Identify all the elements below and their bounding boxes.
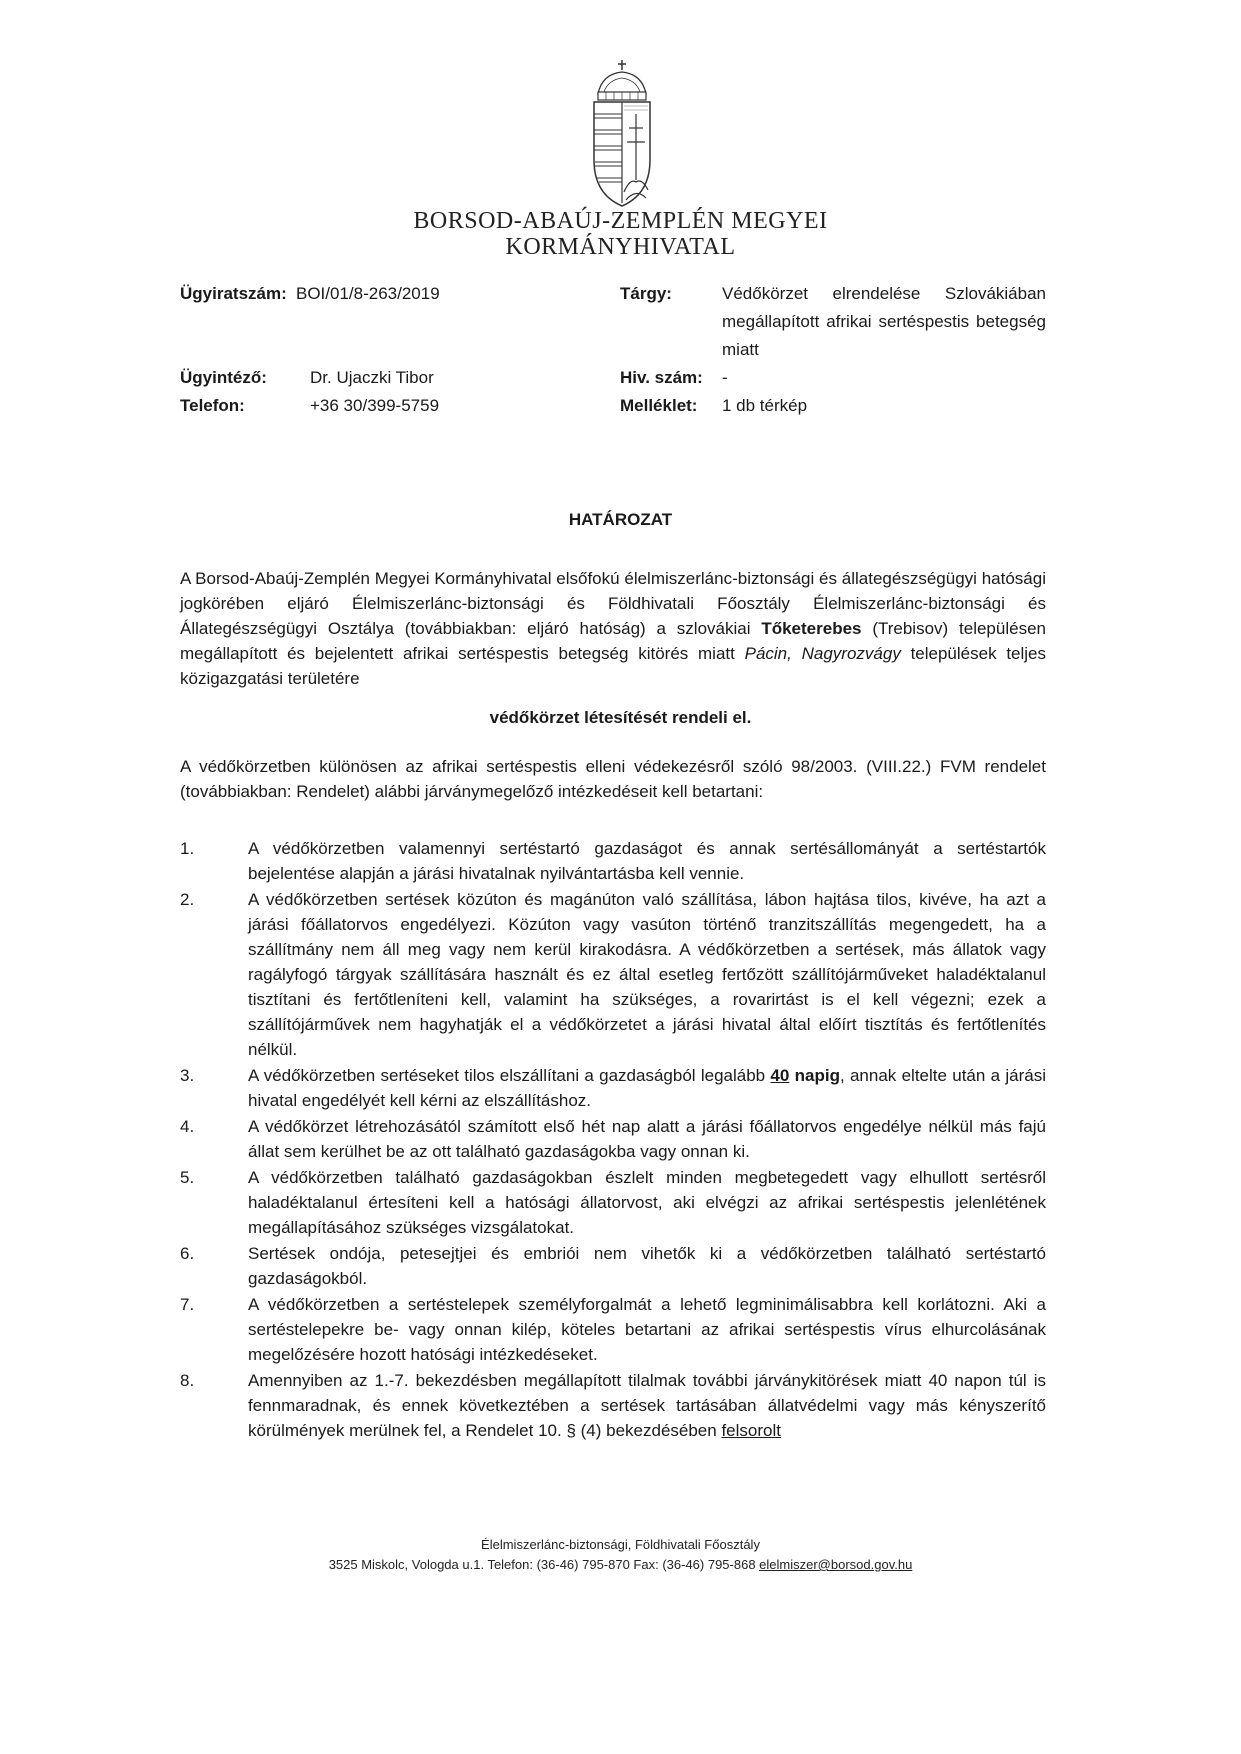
coat-of-arms-icon — [584, 60, 660, 210]
phone-label: Telefon: — [180, 396, 245, 415]
list-item-text: A védőkörzetben található gazdaságokban észlelt minden megbetegedett vagy elhullott sertésről haladéktalanul értesíteni kell a hatósági állatorvost, aki elvégzi az afrikai sertéspestis jelenlétének megállapításához szükséges vizsgálatokat. — [248, 1168, 1046, 1237]
organization-name-line2: KORMÁNYHIVATAL — [505, 234, 736, 260]
list-item — [180, 1114, 1046, 1164]
list-item-text — [248, 1368, 1046, 1443]
case-number-value: BOI/01/8-263/2019 — [296, 284, 440, 303]
intro-text-part2: (Trebisov) településen megállapított és bejelentett afrikai sertéspestis betegség kitörés miatt — [180, 619, 1046, 663]
list-item — [180, 1368, 1046, 1443]
officer-label: Ügyintéző: — [180, 368, 267, 387]
list-item — [180, 1063, 1046, 1113]
reference-number-label: Hiv. szám: — [620, 368, 703, 387]
measures-intro-paragraph: A védőkörzetben különösen az afrikai sertéspestis elleni védekezésről szóló 98/2003. (VIII.22.) FVM rendelet (továbbiakban: Rendelet) alábbi járványmegelőző intézkedéseit kell betartani: — [180, 757, 1046, 801]
attachment-value: 1 db térkép — [722, 396, 808, 415]
list-item — [180, 1292, 1046, 1367]
list-item-number: 5. — [180, 1168, 195, 1187]
list-item-number: 3. — [180, 1066, 195, 1085]
list-item-text-before: Amennyiben az 1.-7. bekezdésben megállapított tilalmak további járványkitörések miatt 40 napon túl is fennmaradnak, és ennek következtében a sertések tartásában állatvédelmi vagy más kényszerítő körülmények merülnek fel, a Rendelet 10. § (4) bekezdésében — [248, 1371, 1046, 1440]
list-item-text: Sertések ondója, petesejtjei és embriói nem vihetők ki a védőkörzetben található sertéstartó gazdaságokból. — [248, 1244, 1046, 1288]
measures-list — [180, 836, 1046, 1444]
town-name-bold: Tőketerebes — [761, 619, 862, 638]
intro-text-part1: A Borsod-Abaúj-Zemplén Megyei Kormányhivatal elsőfokú élelmiszerlánc-biztonsági és állategészségügyi hatósági jogkörében eljáró Élelmiszerlánc-biztonsági és Földhivatali Főosztály Élelmiszerlánc-biztonsági és Állategészségügyi Osztálya (továbbiakban: eljáró hatóság) a szlovákiai — [180, 569, 1046, 638]
attachment-label: Melléklet: — [620, 396, 698, 415]
officer-value: Dr. Ujaczki Tibor — [310, 368, 434, 387]
list-item — [180, 1165, 1046, 1240]
list-item-number: 6. — [180, 1244, 195, 1263]
intro-text-part3: települések teljes közigazgatási területére — [180, 644, 1047, 688]
list-item-text: A védőkörzetben valamennyi sertéstartó gazdaságot és annak sertésállományát a sertéstartók bejelentése alapján a járási hivatalnak nyilvántartásba kell vennie. — [248, 839, 1046, 883]
list-item-text: A védőkörzetben sertések közúton és magánúton való szállítása, lábon hajtása tilos, kivéve, ha azt a járási főállatorvos engedélyezi. Közúton vagy vasúton történő tranzitszállítás megengedett, ha a szállítmány nem áll meg vagy nem kerül kirakodásra. A védőkörzetben a sertések, más állatok vagy ragályfogó tárgyak szállítására használt és ez által esetleg fertőzött szállítójárműveket haladéktalanul tisztítani és fertőtleníteni kell, valamint ha szükséges, a rovarirtást is el kell végezni; ezek a szállítójárművek nem hagyhatják el a védőkörzetet a járási hivatal által előírt tisztítás és fertőtlenítés nélkül. — [248, 890, 1046, 1059]
phone-value: +36 30/399-5759 — [310, 396, 440, 415]
case-number-label: Ügyiratszám: — [180, 284, 287, 303]
affected-towns-italic: Pácin, Nagyrozvágy — [744, 644, 901, 663]
subject-value: Védőkörzet elrendelése Szlovákiában megállapított afrikai sertéspestis betegség miatt — [722, 284, 1046, 359]
footer-contact — [0, 1557, 1241, 1572]
document-title: HATÁROZAT — [568, 510, 673, 529]
list-item-text: A védőkörzetben a sertéstelepek személyforgalmát a lehető legminimálisabbra kell korlátozni. Aki a sertéstelepekre be- vagy onnan kilép, köteles betartani az afrikai sertéspestis vírus elhurcolásának megelőzésére hozott hatósági intézkedéseket. — [248, 1295, 1046, 1364]
list-item-number: 2. — [180, 890, 195, 909]
organization-name-line1: BORSOD-ABAÚJ-ZEMPLÉN MEGYEI — [413, 208, 828, 234]
list-item-text-after: , annak eltelte után a járási hivatal engedélyét kell kérni az elszállításhoz. — [248, 1066, 1046, 1110]
list-item-number: 7. — [180, 1295, 195, 1314]
list-item — [180, 1241, 1046, 1291]
reference-number-value: - — [722, 368, 728, 387]
list-item-number: 8. — [180, 1371, 195, 1390]
intro-paragraph — [180, 566, 1046, 691]
days-count-bold: 40 — [770, 1066, 790, 1085]
footer-address: 3525 Miskolc, Vologda u.1. Telefon: (36-46) 795-870 Fax: (36-46) 795-868 — [328, 1557, 760, 1572]
subject-label: Tárgy: — [620, 284, 672, 303]
list-item-text-before: A védőkörzetben sertéseket tilos elszállítani a gazdaságból legalább — [248, 1066, 771, 1085]
list-item-number: 1. — [180, 839, 195, 858]
list-item-number: 4. — [180, 1117, 195, 1136]
list-item-text — [248, 1063, 1046, 1113]
underlined-word: felsorolt — [721, 1421, 781, 1440]
list-item-text: A védőkörzet létrehozásától számított első hét nap alatt a járási főállatorvos engedélye nélkül más fajú állat sem kerülhet be az ott található gazdaságokba vagy onnan ki. — [248, 1117, 1046, 1161]
footer-department: Élelmiszerlánc-biztonsági, Földhivatali Főosztály — [481, 1537, 760, 1552]
decision-statement: védőkörzet létesítését rendeli el. — [489, 708, 752, 727]
days-unit-bold: napig — [789, 1066, 840, 1085]
list-item — [180, 887, 1046, 1062]
footer-email-link[interactable]: elelmiszer@borsod.gov.hu — [759, 1557, 913, 1572]
list-item — [180, 836, 1046, 886]
